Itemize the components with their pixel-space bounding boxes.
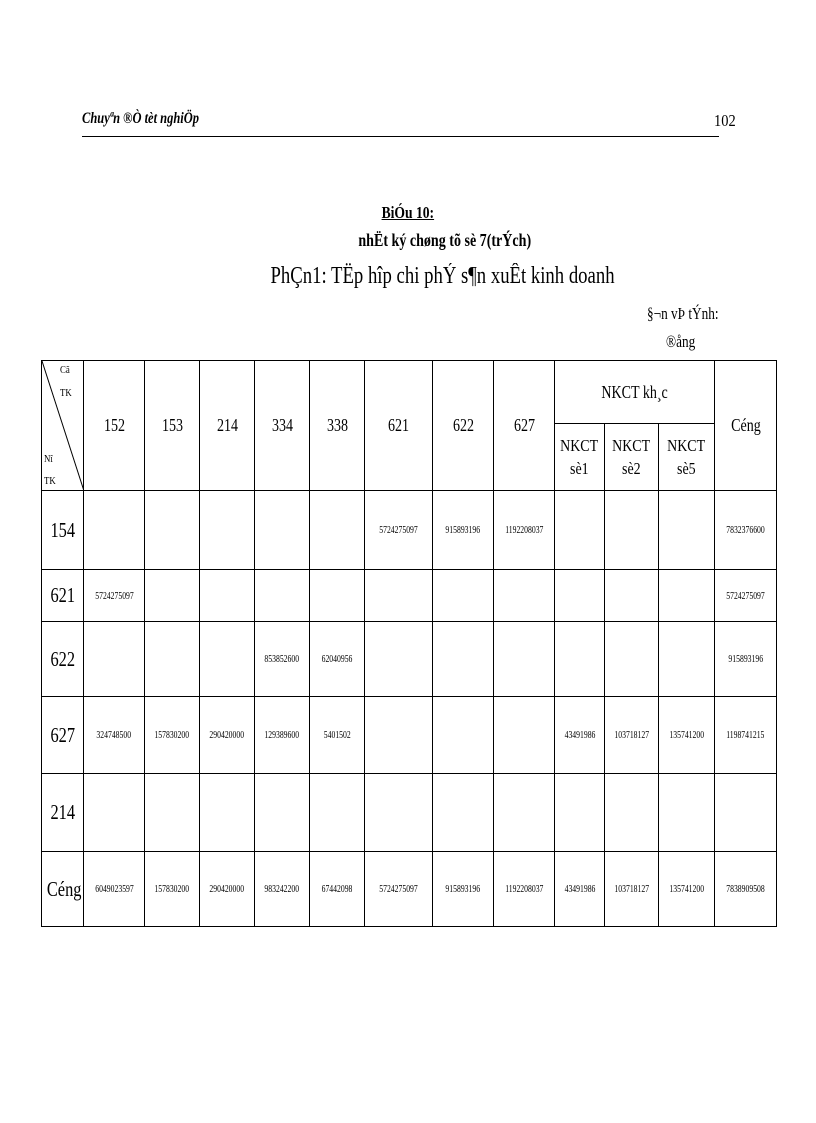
cell: 915893196 [433, 491, 494, 570]
cell [555, 491, 605, 570]
cell: 135741200 [659, 852, 715, 927]
column-header: 152 [84, 361, 145, 491]
table-row [42, 852, 777, 927]
page-number: 102 [714, 111, 736, 130]
journal-table [41, 360, 777, 927]
cell: 5724275097 [715, 570, 777, 622]
table-row [42, 570, 777, 622]
cell [84, 774, 145, 852]
cell: 290420000 [200, 852, 255, 927]
cell [145, 570, 200, 622]
unit-value: ®ång [666, 332, 696, 351]
total-column-header: Céng [715, 361, 777, 491]
cell: 129389600 [255, 697, 310, 774]
cell [433, 697, 494, 774]
cell [433, 570, 494, 622]
cell: 324748500 [84, 697, 145, 774]
cell [494, 697, 555, 774]
cell: 7838909508 [715, 852, 777, 927]
cell [715, 774, 777, 852]
cell [255, 491, 310, 570]
column-header: 153 [145, 361, 200, 491]
cell: 157830200 [145, 697, 200, 774]
document-header-title: Chuyªn ®Ò tèt nghiÖp [82, 110, 200, 127]
cell: 1198741215 [715, 697, 777, 774]
column-header: 214 [200, 361, 255, 491]
cell: 157830200 [145, 852, 200, 927]
cell [84, 622, 145, 697]
cell [145, 622, 200, 697]
cell: 67442098 [310, 852, 365, 927]
cell: 103718127 [605, 697, 659, 774]
row-account: Céng [42, 852, 84, 927]
column-header: 627 [494, 361, 555, 491]
cell [84, 491, 145, 570]
column-header: 338 [310, 361, 365, 491]
cell [365, 697, 433, 774]
cell [494, 570, 555, 622]
cell [255, 570, 310, 622]
row-account: 214 [42, 774, 84, 852]
cell: 915893196 [715, 622, 777, 697]
cell: 135741200 [659, 697, 715, 774]
cell [555, 622, 605, 697]
cell [310, 774, 365, 852]
cell [145, 774, 200, 852]
cell [433, 622, 494, 697]
cell: 853852600 [255, 622, 310, 697]
cell: 7832376600 [715, 491, 777, 570]
cell [605, 491, 659, 570]
cell [310, 570, 365, 622]
cell: 915893196 [433, 852, 494, 927]
cell [145, 491, 200, 570]
cell [200, 570, 255, 622]
cell [200, 622, 255, 697]
journal-title: nhËt ký chøng tõ sè 7(trÝch) [358, 230, 532, 250]
cell: 5401502 [310, 697, 365, 774]
cell [659, 622, 715, 697]
corner-debit-label: Nî [44, 453, 53, 465]
cell [659, 774, 715, 852]
column-header: 334 [255, 361, 310, 491]
corner-credit-label: Cã [60, 364, 70, 376]
cell [200, 774, 255, 852]
other-journals-group-header: NKCT kh¸c [555, 361, 715, 424]
cell: 5724275097 [365, 491, 433, 570]
cell: 6049023597 [84, 852, 145, 927]
row-account: 627 [42, 697, 84, 774]
unit-label: §¬n vÞ tÝnh: [647, 304, 719, 323]
row-account: 154 [42, 491, 84, 570]
cell: 1192208037 [494, 491, 555, 570]
cell [605, 774, 659, 852]
column-header: 621 [365, 361, 433, 491]
cell [200, 491, 255, 570]
other-journal-header: NKCT sè5 [659, 424, 715, 491]
table-row [42, 697, 777, 774]
other-journal-header: NKCT sè2 [605, 424, 659, 491]
row-account: 621 [42, 570, 84, 622]
part-title: PhÇn1: TËp hîp chi phÝ s¶n xuÊt kinh doanh [270, 263, 616, 289]
corner-header-cell [42, 361, 84, 491]
cell: 43491986 [555, 697, 605, 774]
corner-credit-label: TK [60, 387, 72, 399]
cell [365, 774, 433, 852]
header-divider [82, 136, 719, 137]
corner-diagonal [42, 361, 84, 491]
corner-debit-label: TK [44, 475, 56, 487]
cell: 5724275097 [84, 570, 145, 622]
column-header: 622 [433, 361, 494, 491]
cell: 43491986 [555, 852, 605, 927]
table-row [42, 491, 777, 570]
cell: 1192208037 [494, 852, 555, 927]
cell [365, 570, 433, 622]
cell [605, 570, 659, 622]
cell [555, 774, 605, 852]
cell: 983242200 [255, 852, 310, 927]
other-journal-header: NKCT sè1 [555, 424, 605, 491]
cell [605, 622, 659, 697]
cell: 103718127 [605, 852, 659, 927]
row-account: 622 [42, 622, 84, 697]
cell [433, 774, 494, 852]
cell [555, 570, 605, 622]
table-row [42, 622, 777, 697]
cell [255, 774, 310, 852]
cell [365, 622, 433, 697]
form-number: BiÓu 10: [381, 203, 435, 222]
cell: 290420000 [200, 697, 255, 774]
cell [310, 491, 365, 570]
cell: 62040956 [310, 622, 365, 697]
table-row [42, 774, 777, 852]
cell [659, 570, 715, 622]
cell [659, 491, 715, 570]
cell [494, 774, 555, 852]
cell: 5724275097 [365, 852, 433, 927]
cell [494, 622, 555, 697]
